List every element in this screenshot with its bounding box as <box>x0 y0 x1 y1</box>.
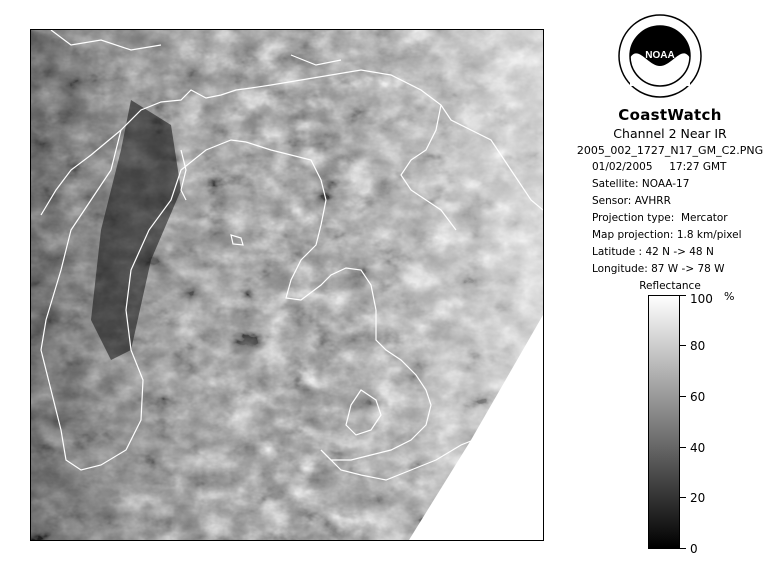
metadata-label: Satellite: <box>592 178 639 190</box>
metadata-value: NOAA-17 <box>641 178 690 190</box>
colorbar-unit: % <box>724 290 735 303</box>
colorbar-tick <box>680 345 686 346</box>
channel-subtitle: Channel 2 Near IR <box>613 126 727 141</box>
metadata-label: Sensor: <box>592 195 632 207</box>
noaa-logo <box>618 14 702 98</box>
metadata-projection-type <box>592 212 728 224</box>
colorbar-tick-label: 0 <box>690 542 698 556</box>
satellite-image[interactable] <box>30 29 544 541</box>
metadata-label: Projection type: <box>592 212 675 224</box>
colorbar-tick <box>680 295 686 296</box>
metadata-value: 87 W -> 78 W <box>651 263 725 275</box>
colorbar-tick-label: 80 <box>690 339 706 353</box>
noaa-logo-icon <box>618 14 702 98</box>
file-name: 2005_002_1727_N17_GM_C2.PNG <box>576 144 764 157</box>
acquisition-datetime <box>592 161 726 173</box>
metadata-map-projection <box>592 229 742 241</box>
satellite-image-canvas <box>31 30 543 540</box>
acquisition-time: 17:27 GMT <box>669 161 727 173</box>
metadata-label: Longitude: <box>592 263 648 275</box>
metadata-value: Mercator <box>680 212 728 224</box>
metadata-value: AVHRR <box>634 195 671 207</box>
colorbar-tick-label: 100 <box>690 292 713 306</box>
logo-text: NOAA <box>645 50 675 61</box>
metadata-label: Latitude : <box>592 246 643 258</box>
metadata-satellite <box>592 178 689 190</box>
colorbar-tick <box>680 548 686 549</box>
metadata-latitude <box>592 246 714 258</box>
metadata-value: 42 N -> 48 N <box>645 246 714 258</box>
colorbar-tick-label: 60 <box>690 390 706 404</box>
metadata-sensor <box>592 195 671 207</box>
colorbar-tick-label: 20 <box>690 491 706 505</box>
reflectance-colorbar <box>648 295 680 549</box>
colorbar-tick <box>680 447 686 448</box>
metadata-label: Map projection: <box>592 229 674 241</box>
metadata-longitude <box>592 263 725 275</box>
colorbar-tick <box>680 396 686 397</box>
acquisition-date: 01/02/2005 <box>592 161 653 173</box>
product-title: CoastWatch <box>618 106 722 124</box>
colorbar-label: Reflectance <box>639 280 701 292</box>
metadata-value: 1.8 km/pixel <box>676 229 742 241</box>
colorbar-tick <box>680 497 686 498</box>
colorbar-tick-label: 40 <box>690 441 706 455</box>
